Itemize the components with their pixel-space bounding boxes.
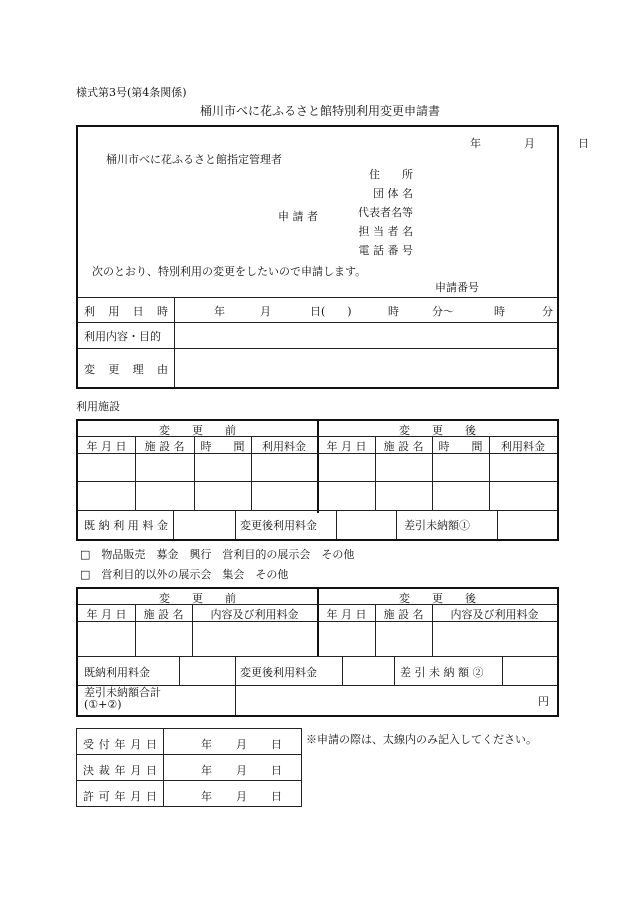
goods-table [76, 587, 559, 717]
dt-year: 年 [214, 305, 225, 318]
field-contact-person: 担 当 者 名 [358, 225, 413, 238]
after-header: 変 更 後 [399, 592, 476, 605]
facility-table [76, 419, 559, 541]
divider [235, 656, 236, 715]
decision-date-field[interactable] [201, 762, 282, 778]
decision-date-label: 決裁年月日 [83, 764, 157, 777]
col-facility: 施 設 名 [144, 440, 185, 453]
applicant-box [76, 125, 589, 389]
divider [78, 481, 557, 482]
divider [502, 656, 503, 685]
dt-minute-end: 分 [542, 305, 553, 318]
day-label: 日 [271, 764, 282, 777]
col-facility: 施 設 名 [383, 440, 424, 453]
datetime-label: 利 用 日 時 [84, 305, 168, 318]
col-date: 年 月 日 [326, 440, 367, 453]
month-label: 月 [236, 790, 247, 803]
applicant-fields [353, 165, 413, 260]
col-facility: 施 設 名 [143, 608, 184, 621]
facility-section-label: 利用施設 [76, 400, 120, 413]
after-header: 変 更 後 [399, 424, 476, 437]
total-label-line2: (①+②) [84, 698, 122, 711]
dt-hour-end: 時 [494, 305, 505, 318]
dt-month: 月 [260, 305, 271, 318]
yen-label: 円 [538, 695, 549, 708]
form-number: 様式第3号(第4条関係) [76, 86, 187, 99]
dt-day: 日( ) [310, 305, 352, 318]
field-phone: 電 話 番 号 [358, 244, 413, 257]
field-representative: 代表者名等 [358, 206, 413, 219]
col-content-fee: 内容及び利用料金 [450, 608, 539, 621]
divider [77, 780, 301, 781]
reason-label: 変 更 理 由 [84, 363, 168, 376]
col-date: 年 月 日 [86, 440, 127, 453]
year-label: 年 [470, 137, 481, 150]
divider [235, 510, 236, 539]
day-label: 日 [271, 790, 282, 803]
received-date-field[interactable] [201, 736, 282, 752]
option-line-1[interactable]: □ 物品販売 募金 興行 営利目的の展示会 その他 [80, 548, 355, 561]
changed-fee-label: 変更後利用料金 [240, 519, 317, 532]
office-table [76, 728, 302, 807]
diff1-label: 差引未納額① [404, 519, 470, 532]
col-date: 年 月 日 [326, 608, 367, 621]
col-fee: 利用料金 [501, 440, 545, 453]
divider [78, 510, 557, 511]
year-label: 年 [201, 764, 212, 777]
existing-fee-label: 既納利用料金 [84, 519, 168, 532]
permission-date-label: 許可年月日 [83, 790, 157, 803]
application-number-label: 申請番号 [435, 281, 479, 294]
applicant-label: 申 請 者 [278, 210, 318, 223]
divider [497, 510, 498, 539]
month-label: 月 [524, 137, 535, 150]
before-header: 変 更 前 [159, 592, 236, 605]
permission-date-field[interactable] [201, 788, 282, 804]
received-date-label: 受付年月日 [83, 738, 157, 751]
col-time: 時 間 [438, 440, 483, 453]
addressee: 桶川市べに花ふるさと館指定管理者 [106, 153, 282, 166]
divider [163, 729, 164, 806]
total-label [84, 687, 161, 711]
statement: 次のとおり、特別利用の変更をしたいので申請します。 [92, 265, 367, 278]
existing-fee-label: 既納利用料金 [84, 666, 150, 679]
divider [394, 656, 395, 685]
col-content-fee: 内容及び利用料金 [210, 608, 299, 621]
content-label: 利用内容・目的 [84, 330, 161, 343]
application-date[interactable] [470, 135, 589, 151]
month-label: 月 [236, 738, 247, 751]
col-facility: 施 設 名 [383, 608, 424, 621]
dt-hour: 時 [388, 305, 399, 318]
field-group-name: 団 体 名 [373, 187, 413, 200]
option-line-2[interactable]: □ 営利目的以外の展示会 集会 その他 [80, 568, 289, 581]
note: ※申請の際は、太線内のみ記入してください。 [306, 733, 537, 746]
year-label: 年 [201, 738, 212, 751]
field-address: 住 所 [369, 168, 413, 181]
divider [179, 656, 180, 685]
diff2-label: 差 引 未 納 額 ② [400, 666, 484, 679]
total-label-line1: 差引未納額合計 [84, 686, 161, 699]
month-label: 月 [236, 764, 247, 777]
year-label: 年 [201, 790, 212, 803]
reason-field[interactable] [175, 349, 555, 385]
divider [396, 510, 397, 539]
col-fee: 利用料金 [262, 440, 306, 453]
dt-minute-to: 分〜 [432, 305, 454, 318]
divider [173, 510, 174, 539]
form-title: 桶川市べに花ふるさと館特別利用変更申請書 [200, 104, 441, 118]
day-label: 日 [578, 137, 589, 150]
divider [336, 510, 337, 539]
changed-fee-label: 変更後利用料金 [240, 666, 317, 679]
before-header: 変 更 前 [159, 424, 236, 437]
divider [78, 656, 557, 657]
divider [342, 656, 343, 685]
divider [77, 754, 301, 755]
divider [78, 297, 557, 298]
day-label: 日 [271, 738, 282, 751]
content-field[interactable] [175, 323, 555, 347]
col-date: 年 月 日 [86, 608, 127, 621]
col-time: 時 間 [200, 440, 245, 453]
